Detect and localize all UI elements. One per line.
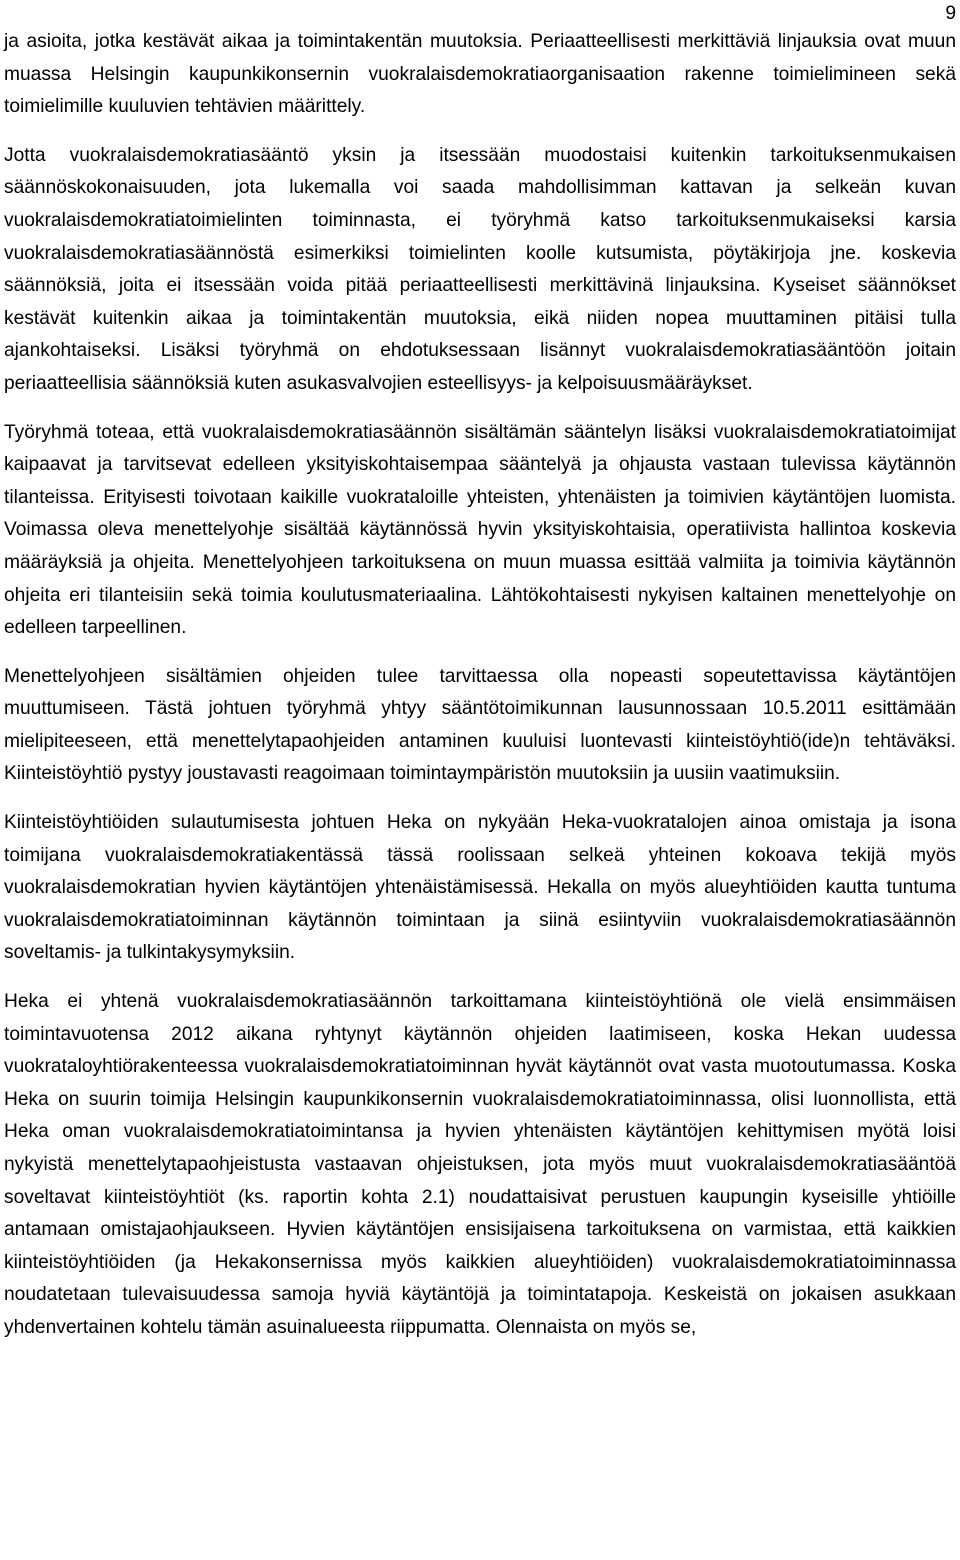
paragraph-1: ja asioita, jotka kestävät aikaa ja toimintakentän muutoksia. Periaatteellisesti merkittäviä linjauksia ovat muun muassa Helsingin kaupunkikonsernin vuokralaisdemokratiaorganisaation rakenne toimielimineen sekä toimielimille kuuluvien tehtävien määrittely. bbox=[4, 31, 956, 118]
paragraph-6: Heka ei yhtenä vuokralaisdemokratiasäännön tarkoittamana kiinteistöyhtiönä ole vielä ensimmäisen toimintavuotensa 2012 aikana ryhtynyt käytännön ohjeiden laatimiseen, koska Hekan uudessa vuokrataloyhtiörakenteessa vuokralaisdemokratiatoiminnan hyvät käytännöt ovat vasta muotoutumassa. Koska Heka on suurin toimija Helsingin kaupunkikonsernin vuokralaisdemokratiatoiminnassa, olisi luonnollista, että Heka oman vuokralaisdemokratiatoimintansa ja hyvien yhtenäisten käytäntöjen kehittymisen myötä loisi nykyistä menettelytapaohjeistusta vastaavan ohjeistuksen, jota myös muut vuokralaisdemokratiasääntöä soveltavat kiinteistöyhtiöt (ks. raportin kohta 2.1) noudattaisivat perustuen kaupungin kyseisille yhtiöille antamaan omistajaohjaukseen. Hyvien käytäntöjen ensisijaisena tarkoituksena on varmistaa, että kaikkien kiinteistöyhtiöiden (ja Hekakonsernissa myös kaikkien alueyhtiöiden) vuokralaisdemokratiatoiminnassa noudatetaan tulevaisuudessa samoja hyviä käytäntöjä ja toimintatapoja. Keskeistä on jokaisen asukkaan yhdenvertainen kohtelu tämän asuinalueesta riippumatta. Olennaista on myös se, bbox=[4, 991, 956, 1338]
paragraph-4: Menettelyohjeen sisältämien ohjeiden tulee tarvittaessa olla nopeasti sopeutettavissa käytäntöjen muuttumiseen. Tästä johtuen työryhmä yhtyy sääntötoimikunnan lausunnossaan 10.5.2011 esittämään mielipiteeseen, että menettelytapaohjeiden antaminen kuuluisi luontevasti kiinteistöyhtiö(ide)n tehtäväksi. Kiinteistöyhtiö pystyy joustavasti reagoimaan toimintaympäristön muutoksiin ja uusiin vaatimuksiin. bbox=[4, 665, 956, 785]
paragraph-3: Työryhmä toteaa, että vuokralaisdemokratiasäännön sisältämän sääntelyn lisäksi vuokralaisdemokratiatoimijat kaipaavat ja tarvitsevat edelleen yksityiskohtaisempaa sääntelyä ja ohjausta vastaan tulevissa käytännön tilanteissa. Erityisesti toivotaan kaikille vuokrataloille yhteisten, yhtenäisten ja toimivien käytäntöjen luomista. Voimassa oleva menettelyohje sisältää käytännössä hyvin yksityiskohtaisia, operatiivista hallintoa koskevia määräyksiä ja ohjeita. Menettelyohjeen tarkoituksena on muun muassa esittää valmiita ja toimivia käytännön ohjeita eri tilanteisiin sekä toimia koulutusmateriaalina. Lähtökohtaisesti nykyisen kaltainen menettelyohje on edelleen tarpeellinen. bbox=[4, 421, 956, 639]
paragraph-5: Kiinteistöyhtiöiden sulautumisesta johtuen Heka on nykyään Heka-vuokratalojen ainoa omistaja ja isona toimijana vuokralaisdemokratiakentässä tässä roolissaan selkeä yhteinen kokoava tekijä myös vuokralaisdemokratian hyvien käytäntöjen yhtenäistämisessä. Hekalla on myös alueyhtiöiden kautta tuntuma vuokralaisdemokratiatoiminnan käytännön toimintaan ja siinä esiintyviin vuokralaisdemokratiasäännön soveltamis- ja tulkintakysymyksiin. bbox=[4, 812, 956, 964]
page-number: 9 bbox=[945, 3, 956, 24]
paragraph-2: Jotta vuokralaisdemokratiasääntö yksin ja itsessään muodostaisi kuitenkin tarkoituksenmukaisen säännöskokonaisuuden, jota lukemalla voi saada mahdollisimman kattavan ja selkeän kuvan vuokralaisdemokratiatoimielinten toiminnasta, ei työryhmä katso tarkoituksenmukaiseksi karsia vuokralaisdemokratiasäännöstä esimerkiksi toimielinten koolle kutsumista, pöytäkirjoja jne. koskevia säännöksiä, joita ei itsessään voida pitää periaatteellisesti merkittävinä linjauksina. Kyseiset säännökset kestävät kuitenkin aikaa ja toimintakentän muutoksia, eikä niiden nopea muuttaminen pitäisi tulla ajankohtaiseksi. Lisäksi työryhmä on ehdotuksessaan lisännyt vuokralaisdemokratiasääntöön joitain periaatteellisia säännöksiä kuten asukasvalvojien esteellisyys- ja kelpoisuusmääräykset. bbox=[4, 144, 956, 394]
